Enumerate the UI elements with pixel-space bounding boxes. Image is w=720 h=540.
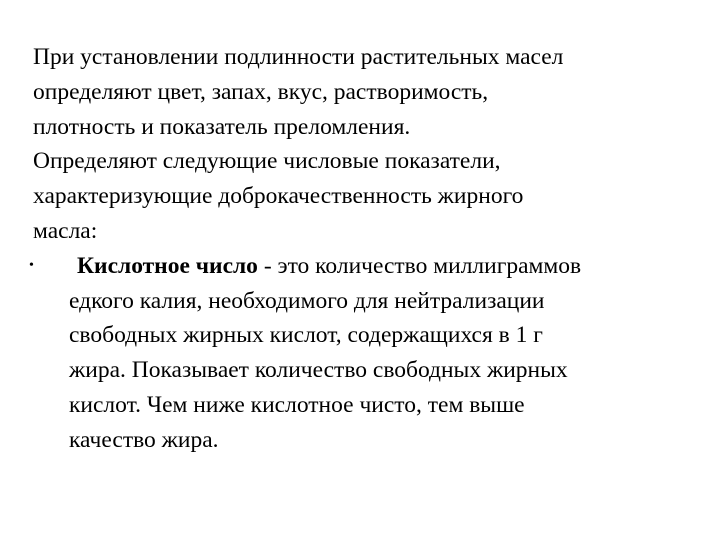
slide-text-body (29, 40, 693, 458)
acid-number-line-3: свободных жирных кислот, содержащихся в 1 г (69, 322, 543, 349)
intro-line-2: определяют цвет, запах, вкус, растворимость, (33, 78, 489, 105)
acid-number-definition-start: - это количество миллиграммов (257, 252, 582, 279)
intro-line-1: При установлении подлинности растительных масел (33, 44, 564, 70)
bullet-marker: • (29, 257, 34, 273)
acid-number-line-1 (77, 249, 693, 284)
intro-paragraph (33, 40, 693, 144)
intro-line-3: плотность и показатель преломления. (33, 113, 411, 140)
indicators-line-2: характеризующие доброкачественность жирного (33, 183, 524, 210)
indicators-line-3: масла: (33, 217, 98, 244)
acid-number-term: Кислотное число (77, 252, 258, 279)
acid-number-line-6: качество жира. (69, 426, 219, 453)
acid-number-bullet (29, 249, 693, 458)
indicators-paragraph (33, 144, 693, 248)
indicators-line-1: Определяют следующие числовые показатели, (33, 148, 501, 175)
acid-number-line-5: кислот. Чем ниже кислотное чисто, тем выше (69, 391, 525, 418)
acid-number-line-4: жира. Показывает количество свободных жирных (69, 357, 568, 384)
acid-number-line-2: едкого калия, необходимого для нейтрализации (69, 287, 545, 314)
